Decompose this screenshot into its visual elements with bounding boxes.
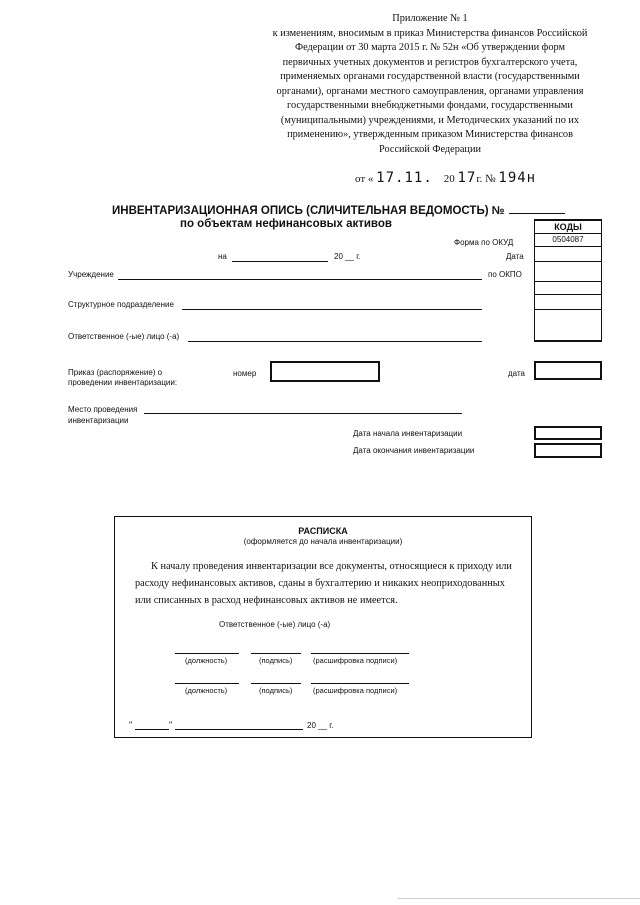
- form-title-text: ИНВЕНТАРИЗАЦИОННАЯ ОПИСЬ (СЛИЧИТЕЛЬНАЯ ВЕДОМОСТЬ) №: [112, 205, 505, 217]
- codes-header: КОДЫ: [534, 219, 602, 234]
- order-label-2: проведении инвентаризации:: [68, 378, 178, 387]
- okud-label: Форма по ОКУД: [454, 238, 514, 247]
- date2-label: дата: [508, 369, 525, 378]
- order-year: 17: [457, 170, 477, 186]
- order-year-prefix: 20: [443, 173, 455, 185]
- receipt-year-label: 20 __ г.: [307, 721, 334, 730]
- quote-close: ": [169, 720, 173, 730]
- appendix-line: к изменениям, вносимым в приказ Министерства финансов Российской: [272, 27, 588, 39]
- receipt-box: [114, 516, 532, 738]
- end-date-field[interactable]: [534, 443, 602, 458]
- na-label: на: [218, 252, 227, 261]
- order-number: 194н: [498, 170, 537, 186]
- appendix-line: органами), органами местного самоуправления, органами управления: [276, 85, 584, 97]
- signature-field[interactable]: [251, 683, 301, 684]
- appendix-line: Приложение № 1: [392, 13, 468, 24]
- position-caption: (должность): [185, 656, 228, 665]
- date-label: Дата: [506, 252, 524, 261]
- order-year-suffix: г. №: [476, 173, 496, 185]
- responsible-field[interactable]: [188, 341, 482, 342]
- appendix-line: государственными внебюджетными фондами, государственными: [287, 100, 573, 111]
- okpo-label: по ОКПО: [488, 270, 522, 279]
- place-label-1: Место проведения: [68, 405, 138, 414]
- institution-label: Учреждение: [68, 270, 114, 279]
- place-field[interactable]: [144, 413, 462, 414]
- receipt-day-field[interactable]: [135, 729, 169, 730]
- code-cell[interactable]: [534, 309, 602, 342]
- place-label-2: инвентаризации: [68, 416, 129, 425]
- signature-caption: (подпись): [259, 656, 293, 665]
- start-date-label: Дата начала инвентаризации: [353, 429, 463, 438]
- form-subtitle: по объектам нефинансовых активов: [180, 218, 392, 230]
- appendix-line: (муниципальными) учреждениями, и Методических указаний по их: [280, 114, 580, 126]
- order-number-field[interactable]: [270, 361, 380, 382]
- code-cell[interactable]: [534, 294, 602, 310]
- end-date-label: Дата окончания инвентаризации: [353, 446, 475, 455]
- signature-field[interactable]: [251, 653, 301, 654]
- responsible-label: Ответственное (-ые) лицо (-а): [68, 332, 180, 341]
- order-date: 17.11.: [376, 170, 433, 186]
- appendix-line: Российской Федерации: [379, 143, 481, 155]
- institution-field[interactable]: [118, 279, 482, 280]
- order-reference: [355, 170, 536, 186]
- form-title: [112, 203, 565, 217]
- appendix-header: [250, 12, 610, 157]
- year-label: 20 __ г.: [334, 252, 361, 261]
- signature-caption: (подпись): [259, 686, 293, 695]
- report-date-field[interactable]: [232, 261, 328, 262]
- appendix-line: первичных учетных документов и регистров бухгалтерского учета,: [282, 56, 578, 68]
- number-label: номер: [233, 369, 257, 378]
- okpo-code-cell[interactable]: [534, 261, 602, 282]
- appendix-line: применению», утвержденным приказом Министерства финансов: [287, 129, 573, 140]
- code-cell[interactable]: [534, 281, 602, 295]
- position-caption: (должность): [185, 686, 228, 695]
- order-prefix: от «: [355, 173, 374, 185]
- receipt-month-field[interactable]: [175, 729, 303, 730]
- okud-code-cell: 0504087: [534, 233, 602, 247]
- scan-edge-divider: [398, 898, 640, 903]
- receipt-body: К началу проведения инвентаризации все документы, относящиеся к приходу или расходу нефинансовых активов, сданы в бухгалтерию и никаких неоприходованных или списанных в расход нефинансовых активов не имеется.: [135, 561, 512, 606]
- decoding-field[interactable]: [311, 653, 409, 654]
- receipt-responsible-label: Ответственное (-ые) лицо (-а): [219, 620, 331, 629]
- start-date-field[interactable]: [534, 426, 602, 440]
- form-number-field[interactable]: [509, 203, 565, 214]
- receipt-title: РАСПИСКА: [298, 526, 348, 536]
- decoding-caption: (расшифровка подписи): [313, 686, 398, 695]
- appendix-line: применяемых органами государственной власти (государственными: [280, 71, 580, 82]
- appendix-line: Федерации от 30 марта 2015 г. № 52н «Об утверждении форм: [294, 42, 566, 53]
- decoding-caption: (расшифровка подписи): [313, 656, 398, 665]
- position-field[interactable]: [175, 683, 239, 684]
- order-date-field[interactable]: [534, 361, 602, 380]
- receipt-note: (оформляется до начала инвентаризации): [243, 537, 403, 546]
- department-label: Структурное подразделение: [68, 300, 174, 309]
- quote-open: ": [129, 720, 133, 730]
- department-field[interactable]: [182, 309, 482, 310]
- order-label-1: Приказ (распоряжение) о: [68, 368, 163, 377]
- decoding-field[interactable]: [311, 683, 409, 684]
- position-field[interactable]: [175, 653, 239, 654]
- date-code-cell[interactable]: [534, 246, 602, 262]
